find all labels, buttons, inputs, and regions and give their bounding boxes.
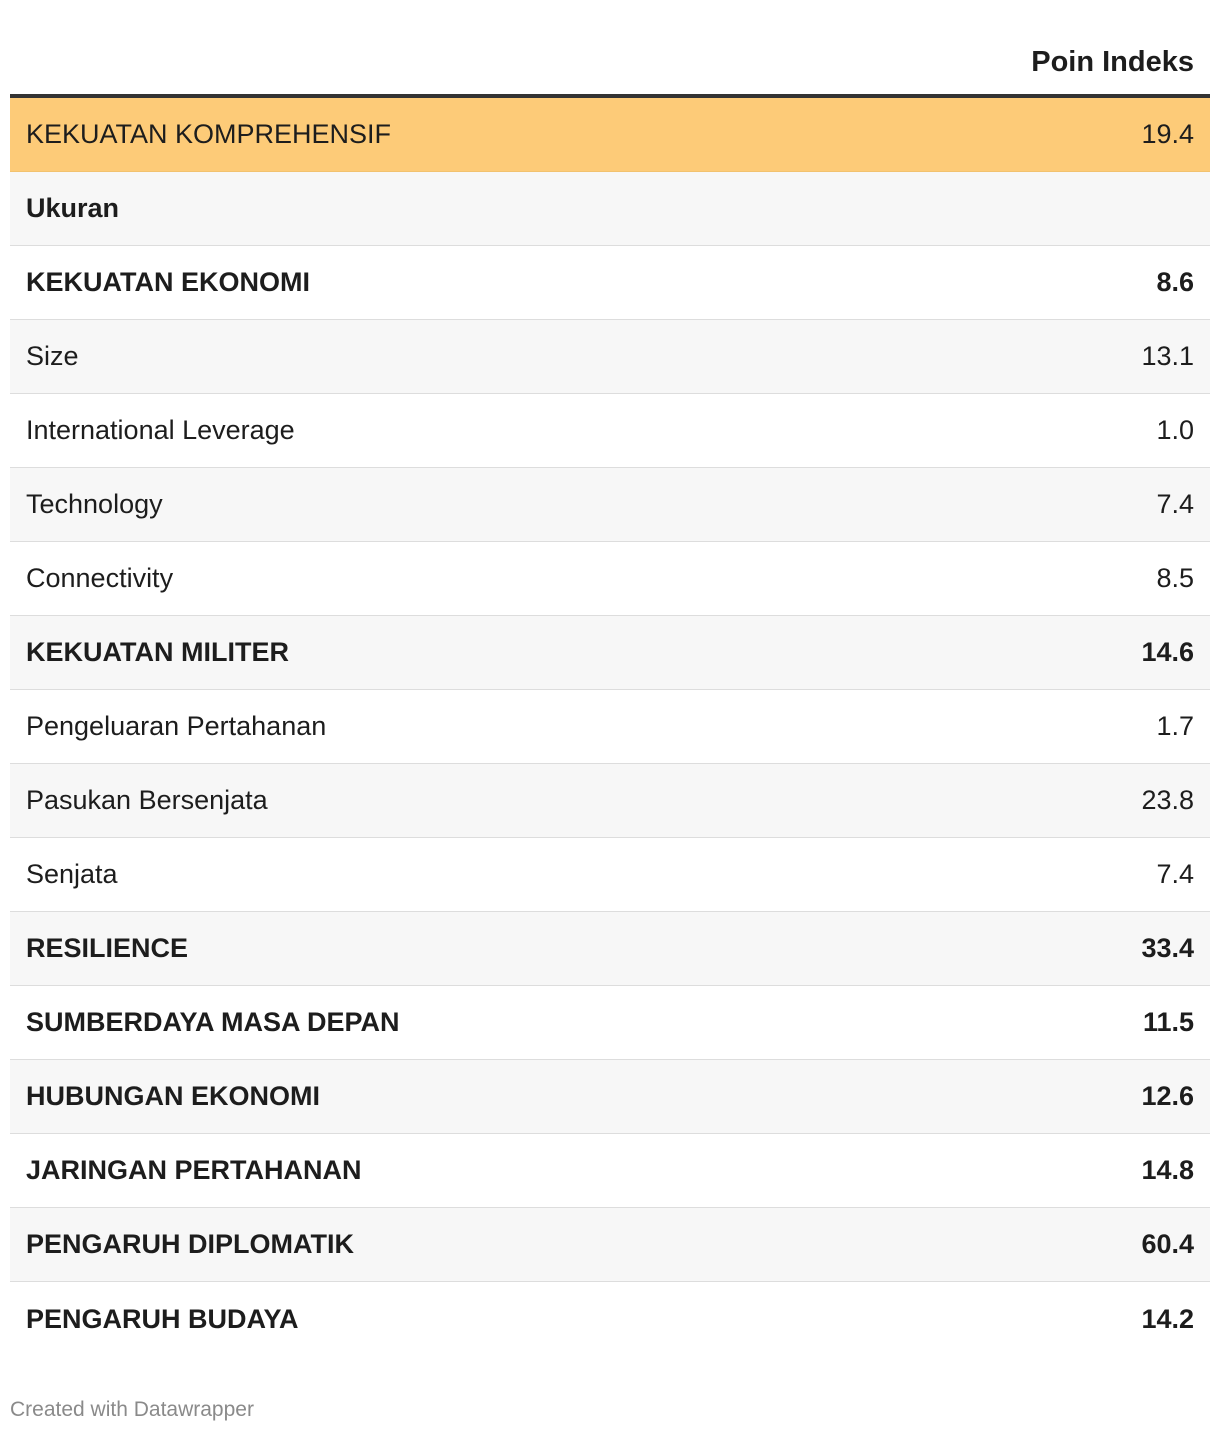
row-value: 11.5 (1142, 1007, 1194, 1037)
row-label: Senjata (26, 859, 118, 889)
row-value: 7.4 (1156, 859, 1194, 889)
table-row (10, 912, 1210, 986)
row-label: SUMBERDAYA MASA DEPAN (26, 1007, 400, 1037)
row-label: Connectivity (26, 563, 174, 593)
table-row (10, 690, 1210, 764)
table-row (10, 320, 1210, 394)
row-label: PENGARUH DIPLOMATIK (26, 1229, 354, 1259)
table-row (10, 616, 1210, 690)
row-label: PENGARUH BUDAYA (26, 1303, 299, 1334)
footer-credit: Created with Datawrapper (10, 1398, 254, 1421)
table-row (10, 394, 1210, 468)
row-value: 1.0 (1156, 415, 1194, 445)
table-body (10, 98, 1210, 1356)
row-label: Technology (26, 489, 163, 519)
row-value: 12.6 (1141, 1081, 1194, 1111)
row-label: KEKUATAN KOMPREHENSIF (26, 119, 392, 149)
table-header (10, 28, 1210, 98)
row-label: JARINGAN PERTAHANAN (26, 1155, 362, 1185)
data-table (10, 28, 1210, 1356)
row-value: 7.4 (1156, 489, 1194, 519)
row-value: 14.6 (1141, 637, 1194, 667)
row-label: Ukuran (26, 193, 120, 223)
row-value: 19.4 (1141, 119, 1194, 149)
table-row (10, 764, 1210, 838)
row-value: 8.5 (1156, 563, 1194, 593)
row-value: 13.1 (1141, 341, 1194, 371)
row-value: 1.7 (1156, 711, 1194, 741)
row-label: KEKUATAN EKONOMI (26, 267, 310, 297)
table-row (10, 1060, 1210, 1134)
table-row (10, 468, 1210, 542)
row-value: 14.2 (1141, 1303, 1194, 1334)
table-row (10, 1208, 1210, 1282)
row-label: Pasukan Bersenjata (26, 785, 268, 815)
row-label: KEKUATAN MILITER (26, 637, 289, 667)
row-value: 8.6 (1156, 267, 1194, 297)
row-label: International Leverage (26, 415, 295, 445)
table-row (10, 1134, 1210, 1208)
row-label: HUBUNGAN EKONOMI (26, 1081, 320, 1111)
row-value: 33.4 (1141, 933, 1194, 963)
table-row (10, 172, 1210, 246)
table-row (10, 1282, 1210, 1356)
row-value: 60.4 (1141, 1229, 1194, 1259)
row-value: 23.8 (1141, 785, 1194, 815)
row-label: RESILIENCE (26, 933, 189, 963)
row-label: Size (26, 341, 79, 371)
row-value: 14.8 (1141, 1155, 1194, 1185)
row-label: Pengeluaran Pertahanan (26, 711, 327, 741)
table-row (10, 838, 1210, 912)
table-row (10, 542, 1210, 616)
table-row (10, 986, 1210, 1060)
table-row (10, 246, 1210, 320)
header-value-column: Poin Indeks (1031, 45, 1194, 78)
table-row (10, 98, 1210, 172)
